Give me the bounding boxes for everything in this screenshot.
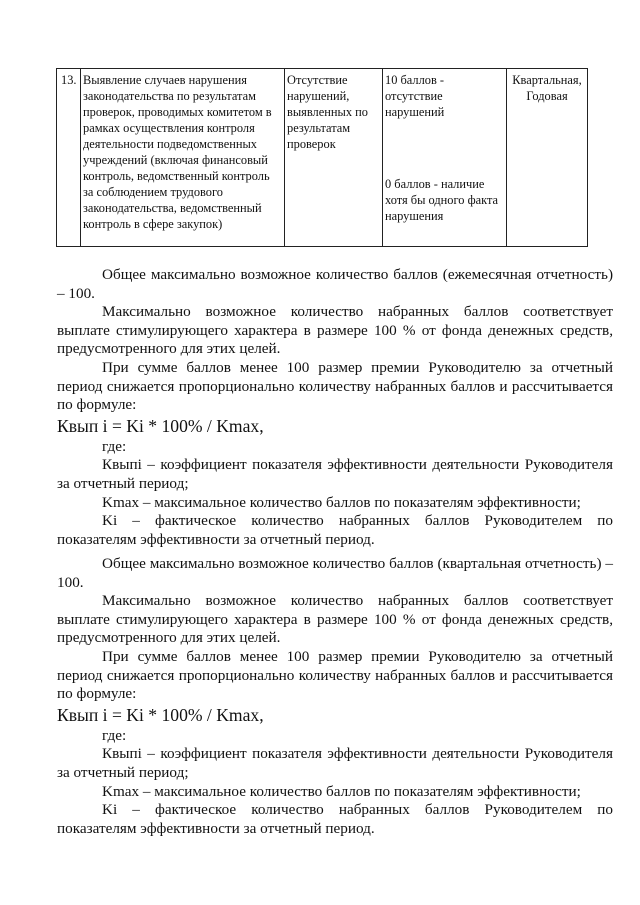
description-line: Выявление случаев нарушения	[83, 73, 247, 87]
quarterly-section	[57, 555, 613, 838]
description-line: законодательства, ведомственный	[83, 201, 262, 215]
total-points-paragraph: Общее максимально возможное количество баллов (ежемесячная отчетность) – 100.	[57, 266, 613, 302]
total-points-paragraph: Общее максимально возможное количество баллов (квартальная отчетность) – 100.	[57, 555, 613, 591]
period-line: Годовая	[526, 89, 568, 103]
row-number: 13.	[61, 73, 77, 87]
definition-kmax: Kmax – максимальное количество баллов по показателям эффективности;	[102, 782, 581, 800]
max-points-paragraph: Максимально возможное количество набранных баллов соответствует выплате стимулирующего характера в размере 100 % от фонда денежных средств, предусмотренного для этих целей.	[57, 303, 613, 358]
criterion-line: Отсутствие	[287, 73, 348, 87]
period-line: Квартальная,	[512, 73, 582, 87]
description-line: контроль, ведомственный контроль	[83, 169, 270, 183]
where-label: где:	[102, 437, 127, 455]
formula: Квып i = Ki * 100% / Kmax,	[57, 704, 264, 725]
points-zero-line: хотя бы одного факта	[385, 193, 499, 207]
criterion-line: проверок	[287, 137, 336, 151]
criterion-line: результатам	[287, 121, 351, 135]
description-line: законодательства по результатам	[83, 89, 256, 103]
monthly-section	[57, 266, 613, 549]
points-ten-line: отсутствие	[385, 89, 443, 103]
criterion-cell	[285, 69, 383, 246]
description-line: контроль в сфере закупок)	[83, 217, 223, 231]
description-cell	[81, 69, 285, 246]
description-line: проверок, проводимых комитетом в	[83, 105, 272, 119]
reduction-paragraph: При сумме баллов менее 100 размер премии Руководителю за отчетный период снижается пропорционально количеству набранных баллов и рассчитывается по формуле:	[57, 358, 613, 414]
points-zero-line: 0 баллов - наличие	[385, 177, 485, 191]
criteria-table	[56, 68, 588, 247]
reduction-paragraph: При сумме баллов менее 100 размер премии Руководителю за отчетный период снижается пропорционально количеству набранных баллов и рассчитывается по формуле:	[57, 647, 613, 703]
points-cell	[383, 69, 507, 246]
row-number-cell	[57, 69, 81, 246]
criterion-line: выявленных по	[287, 105, 368, 119]
where-label: где:	[102, 726, 127, 744]
points-zero-line: нарушения	[385, 209, 444, 223]
criterion-line: нарушений,	[287, 89, 350, 103]
points-zero-block	[385, 176, 504, 224]
description-line: рамках осуществления контроля	[83, 121, 255, 135]
definition-ki: Ki – фактическое количество набранных баллов Руководителем по показателям эффективности за отчетный период.	[57, 801, 613, 837]
definition-kmax: Kmax – максимальное количество баллов по показателям эффективности;	[102, 493, 581, 511]
period-cell	[507, 69, 587, 246]
description-line: деятельности подведомственных	[83, 137, 257, 151]
description-line: за соблюдением трудового	[83, 185, 223, 199]
formula: Квып i = Ki * 100% / Kmax,	[57, 415, 264, 436]
description-line: учреждений (включая финансовый	[83, 153, 268, 167]
points-ten-line: 10 баллов -	[385, 73, 445, 87]
definition-kvyp: Квыпi – коэффициент показателя эффективности деятельности Руководителя за отчетный период;	[57, 456, 613, 492]
max-points-paragraph: Максимально возможное количество набранных баллов соответствует выплате стимулирующего характера в размере 100 % от фонда денежных средств, предусмотренного для этих целей.	[57, 592, 613, 647]
definition-ki: Ki – фактическое количество набранных баллов Руководителем по показателям эффективности за отчетный период.	[57, 512, 613, 548]
points-ten-line: нарушений	[385, 105, 445, 119]
definition-kvyp: Квыпi – коэффициент показателя эффективности деятельности Руководителя за отчетный период;	[57, 745, 613, 781]
